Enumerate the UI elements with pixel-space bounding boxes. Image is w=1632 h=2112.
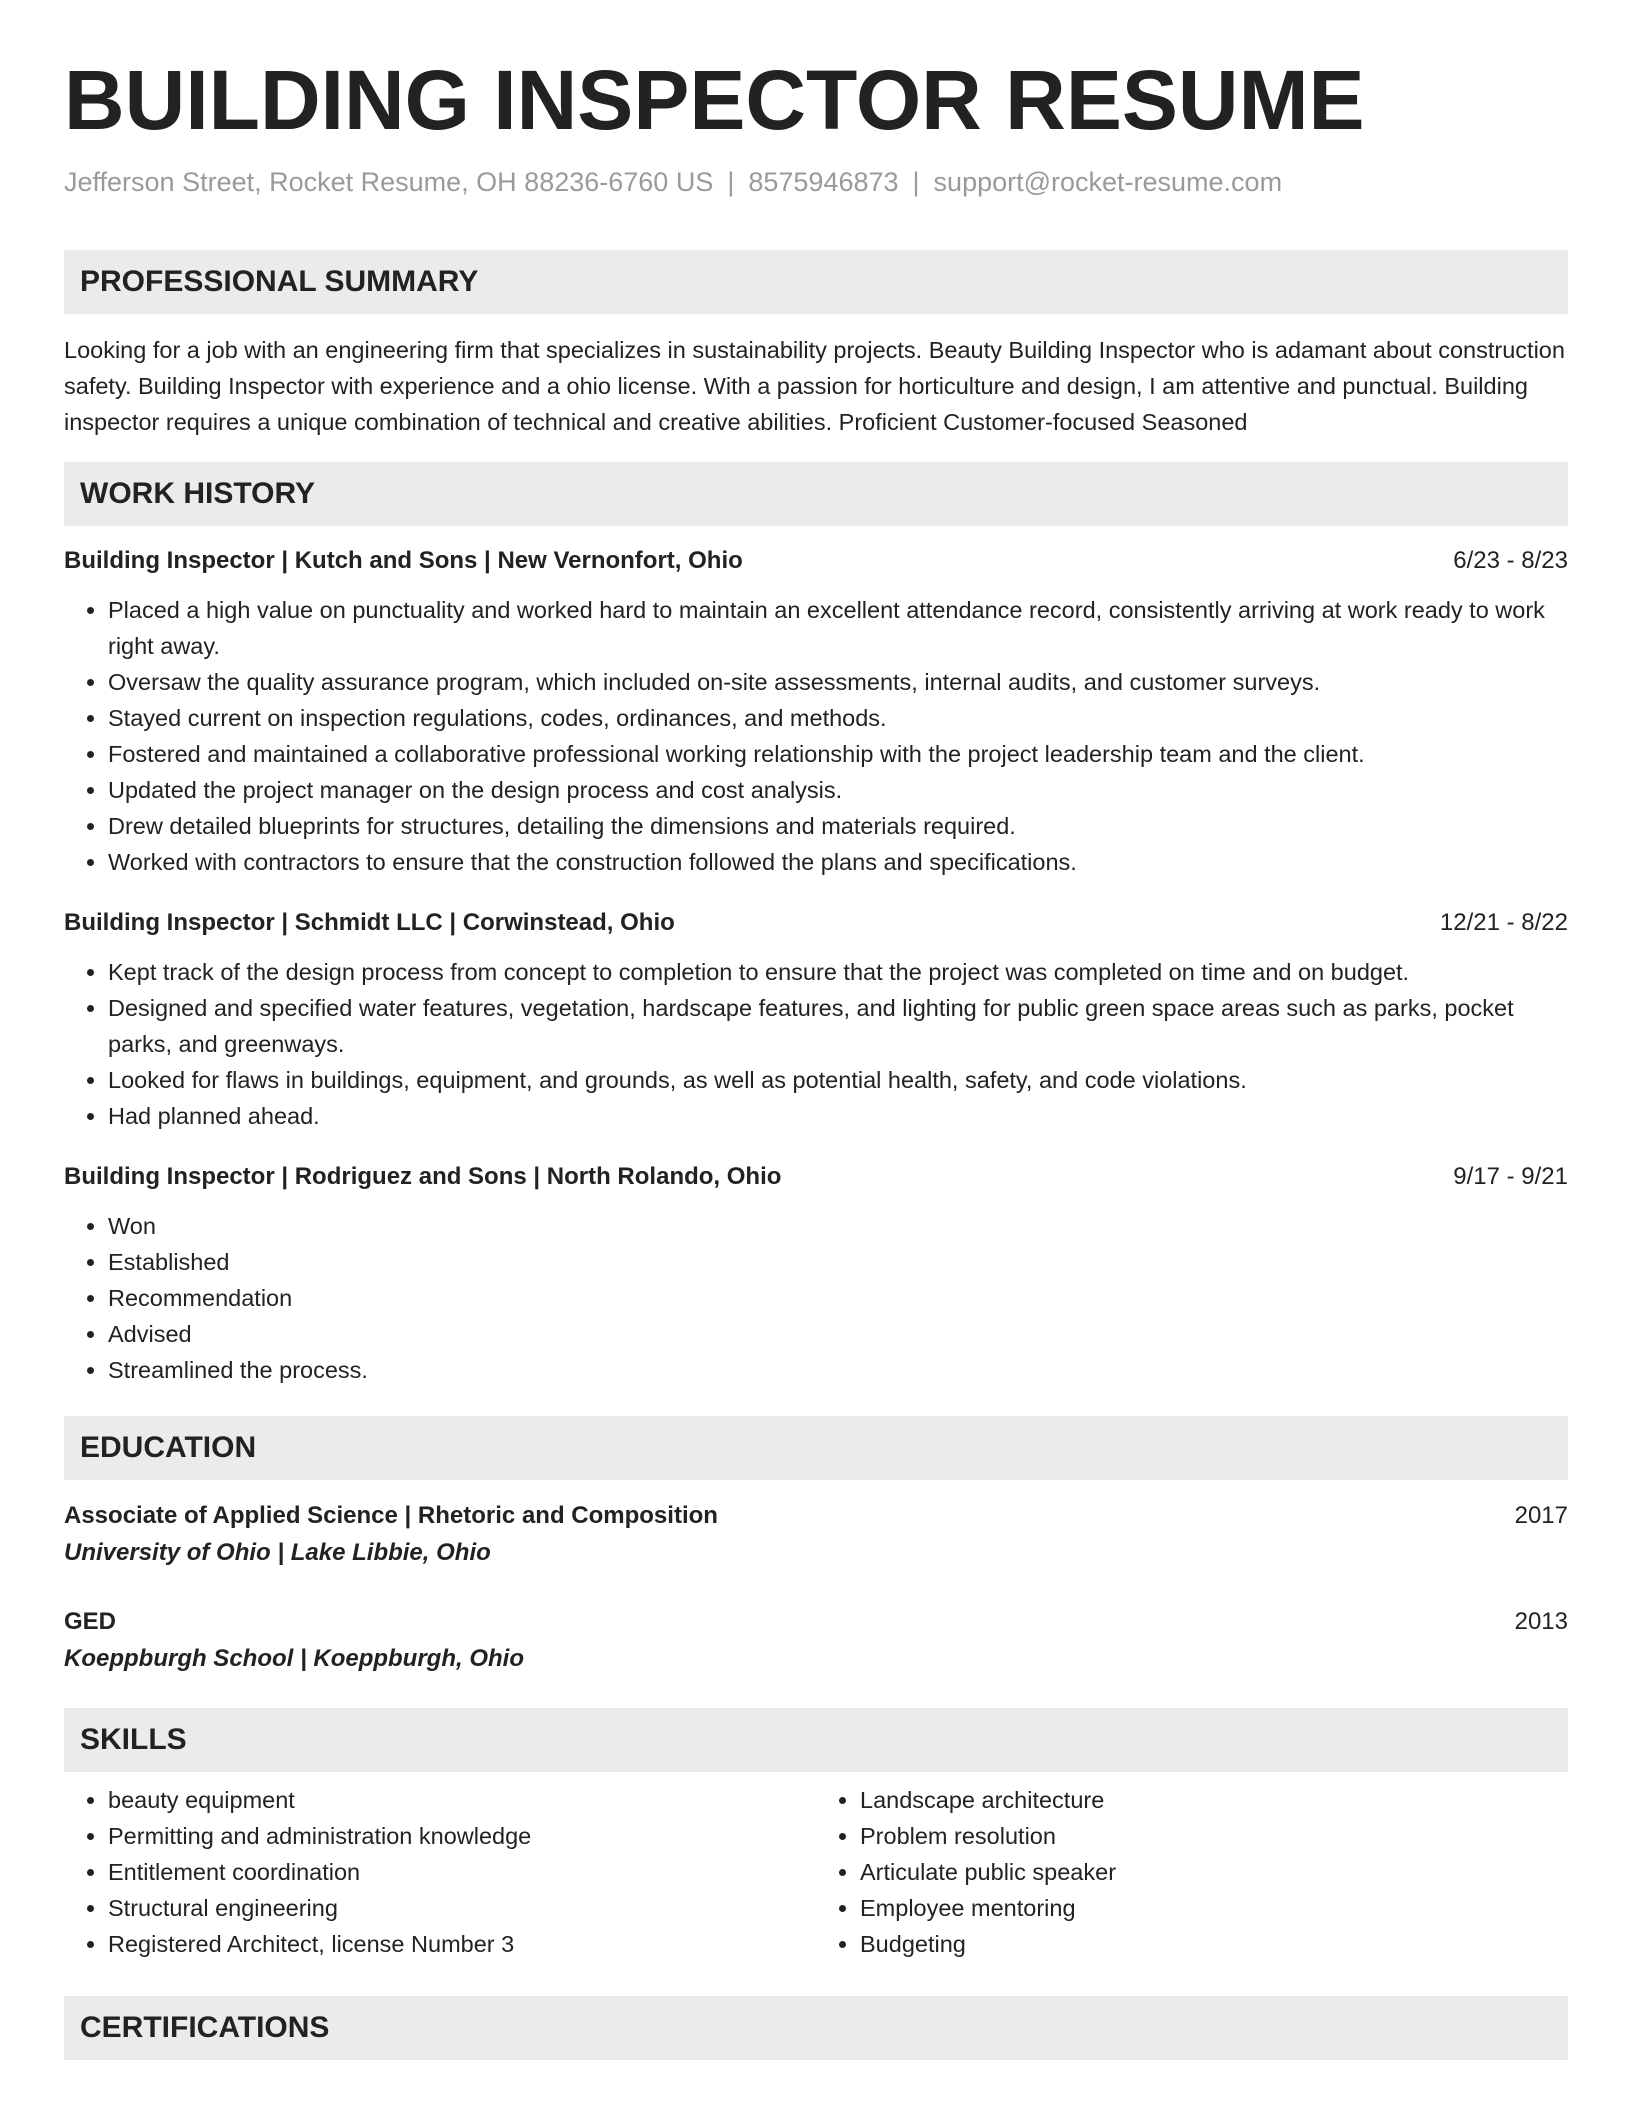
skill-item: • Landscape architecture [860,1782,1568,1818]
job-bullet: • Advised [108,1316,1568,1352]
contact-separator: | [727,167,735,197]
skill-item: • Articulate public speaker [860,1854,1568,1890]
education-year: 2017 [1514,1502,1568,1530]
job-bullet: • Won [108,1208,1568,1244]
section-heading-education: EDUCATION [64,1416,1568,1480]
education-entry [64,1498,1568,1572]
job-title: Building Inspector | Rodriguez and Sons | North Rolando, Ohio [64,1163,782,1191]
skill-item: • Employee mentoring [860,1890,1568,1926]
job-bullet: • Streamlined the process. [108,1352,1568,1388]
job-bullet: • Recommendation [108,1280,1568,1316]
resume-title: BUILDING INSPECTOR RESUME [64,53,1365,147]
skill-item: • Problem resolution [860,1818,1568,1854]
summary-text: Looking for a job with an engineering firm that specializes in sustainability projects. Beauty Building Inspector who is adamant about construction safety. Building Inspector with experience and a ohio license. With a passion for horticulture and design, I am attentive and punctual. Building inspector requires a unique combination of technical and creative abilities. Proficient Customer-focused Seasoned [64,337,1565,436]
job-header [64,1162,1568,1192]
job-bullet: • Established [108,1244,1568,1280]
education-entry [64,1604,1568,1678]
education-degree: GED [64,1608,117,1636]
section-heading-skills: SKILLS [64,1708,1568,1772]
education-school: Koeppburgh School | Koeppburgh, Ohio [64,1645,524,1673]
job-bullet: • Stayed current on inspection regulations, codes, ordinances, and methods. [108,700,1568,736]
contact-email: support@rocket-resume.com [933,167,1283,197]
contact-line [64,166,1568,198]
section-heading-certifications: CERTIFICATIONS [64,1996,1568,2060]
skill-item: • Permitting and administration knowledge [108,1818,816,1854]
job-bullets [64,592,1568,880]
section-heading-work-history: WORK HISTORY [64,462,1568,526]
education-school: University of Ohio | Lake Libbie, Ohio [64,1539,491,1567]
job-bullet: • Oversaw the quality assurance program, which included on-site assessments, internal audits, and customer surveys. [108,664,1568,700]
contact-separator: | [912,167,920,197]
job-entry [64,908,1568,1134]
job-entry [64,546,1568,880]
job-bullets [64,1208,1568,1388]
job-bullet: • Kept track of the design process from concept to completion to ensure that the project was completed on time and on budget. [108,954,1568,990]
job-bullet: • Worked with contractors to ensure that the construction followed the plans and specifications. [108,844,1568,880]
skills-list-left [64,1782,816,1962]
job-header [64,908,1568,938]
skill-item: • Registered Architect, license Number 3 [108,1926,816,1962]
skill-item: • beauty equipment [108,1782,816,1818]
contact-address: Jefferson Street, Rocket Resume, OH 88236-6760 US [64,167,714,197]
job-bullet: • Drew detailed blueprints for structures, detailing the dimensions and materials required. [108,808,1568,844]
skill-item: • Structural engineering [108,1890,816,1926]
job-bullet: • Fostered and maintained a collaborative professional working relationship with the project leadership team and the client. [108,736,1568,772]
job-bullet: • Updated the project manager on the design process and cost analysis. [108,772,1568,808]
job-bullet: • Placed a high value on punctuality and worked hard to maintain an excellent attendance record, consistently arriving at work ready to work right away. [108,592,1568,664]
job-bullet: • Designed and specified water features, vegetation, hardscape features, and lighting for public green space areas such as parks, pocket parks, and greenways. [108,990,1568,1062]
education-year: 2013 [1514,1608,1568,1636]
job-dates: 6/23 - 8/23 [1453,547,1568,575]
job-bullets [64,954,1568,1134]
skills-list-right [816,1782,1568,1962]
job-dates: 9/17 - 9/21 [1453,1163,1568,1191]
education-degree: Associate of Applied Science | Rhetoric and Composition [64,1502,718,1530]
skills-columns [64,1782,1568,1962]
education-header [64,1604,1568,1640]
job-header [64,546,1568,576]
education-header [64,1498,1568,1534]
job-bullet: • Had planned ahead. [108,1098,1568,1134]
job-bullet: • Looked for flaws in buildings, equipment, and grounds, as well as potential health, safety, and code violations. [108,1062,1568,1098]
job-title: Building Inspector | Kutch and Sons | New Vernonfort, Ohio [64,547,743,575]
skill-item: • Entitlement coordination [108,1854,816,1890]
section-heading-summary: PROFESSIONAL SUMMARY [64,250,1568,314]
job-entry [64,1162,1568,1388]
skill-item: • Budgeting [860,1926,1568,1962]
contact-phone: 8575946873 [748,167,899,197]
job-dates: 12/21 - 8/22 [1439,909,1568,937]
job-title: Building Inspector | Schmidt LLC | Corwinstead, Ohio [64,909,675,937]
